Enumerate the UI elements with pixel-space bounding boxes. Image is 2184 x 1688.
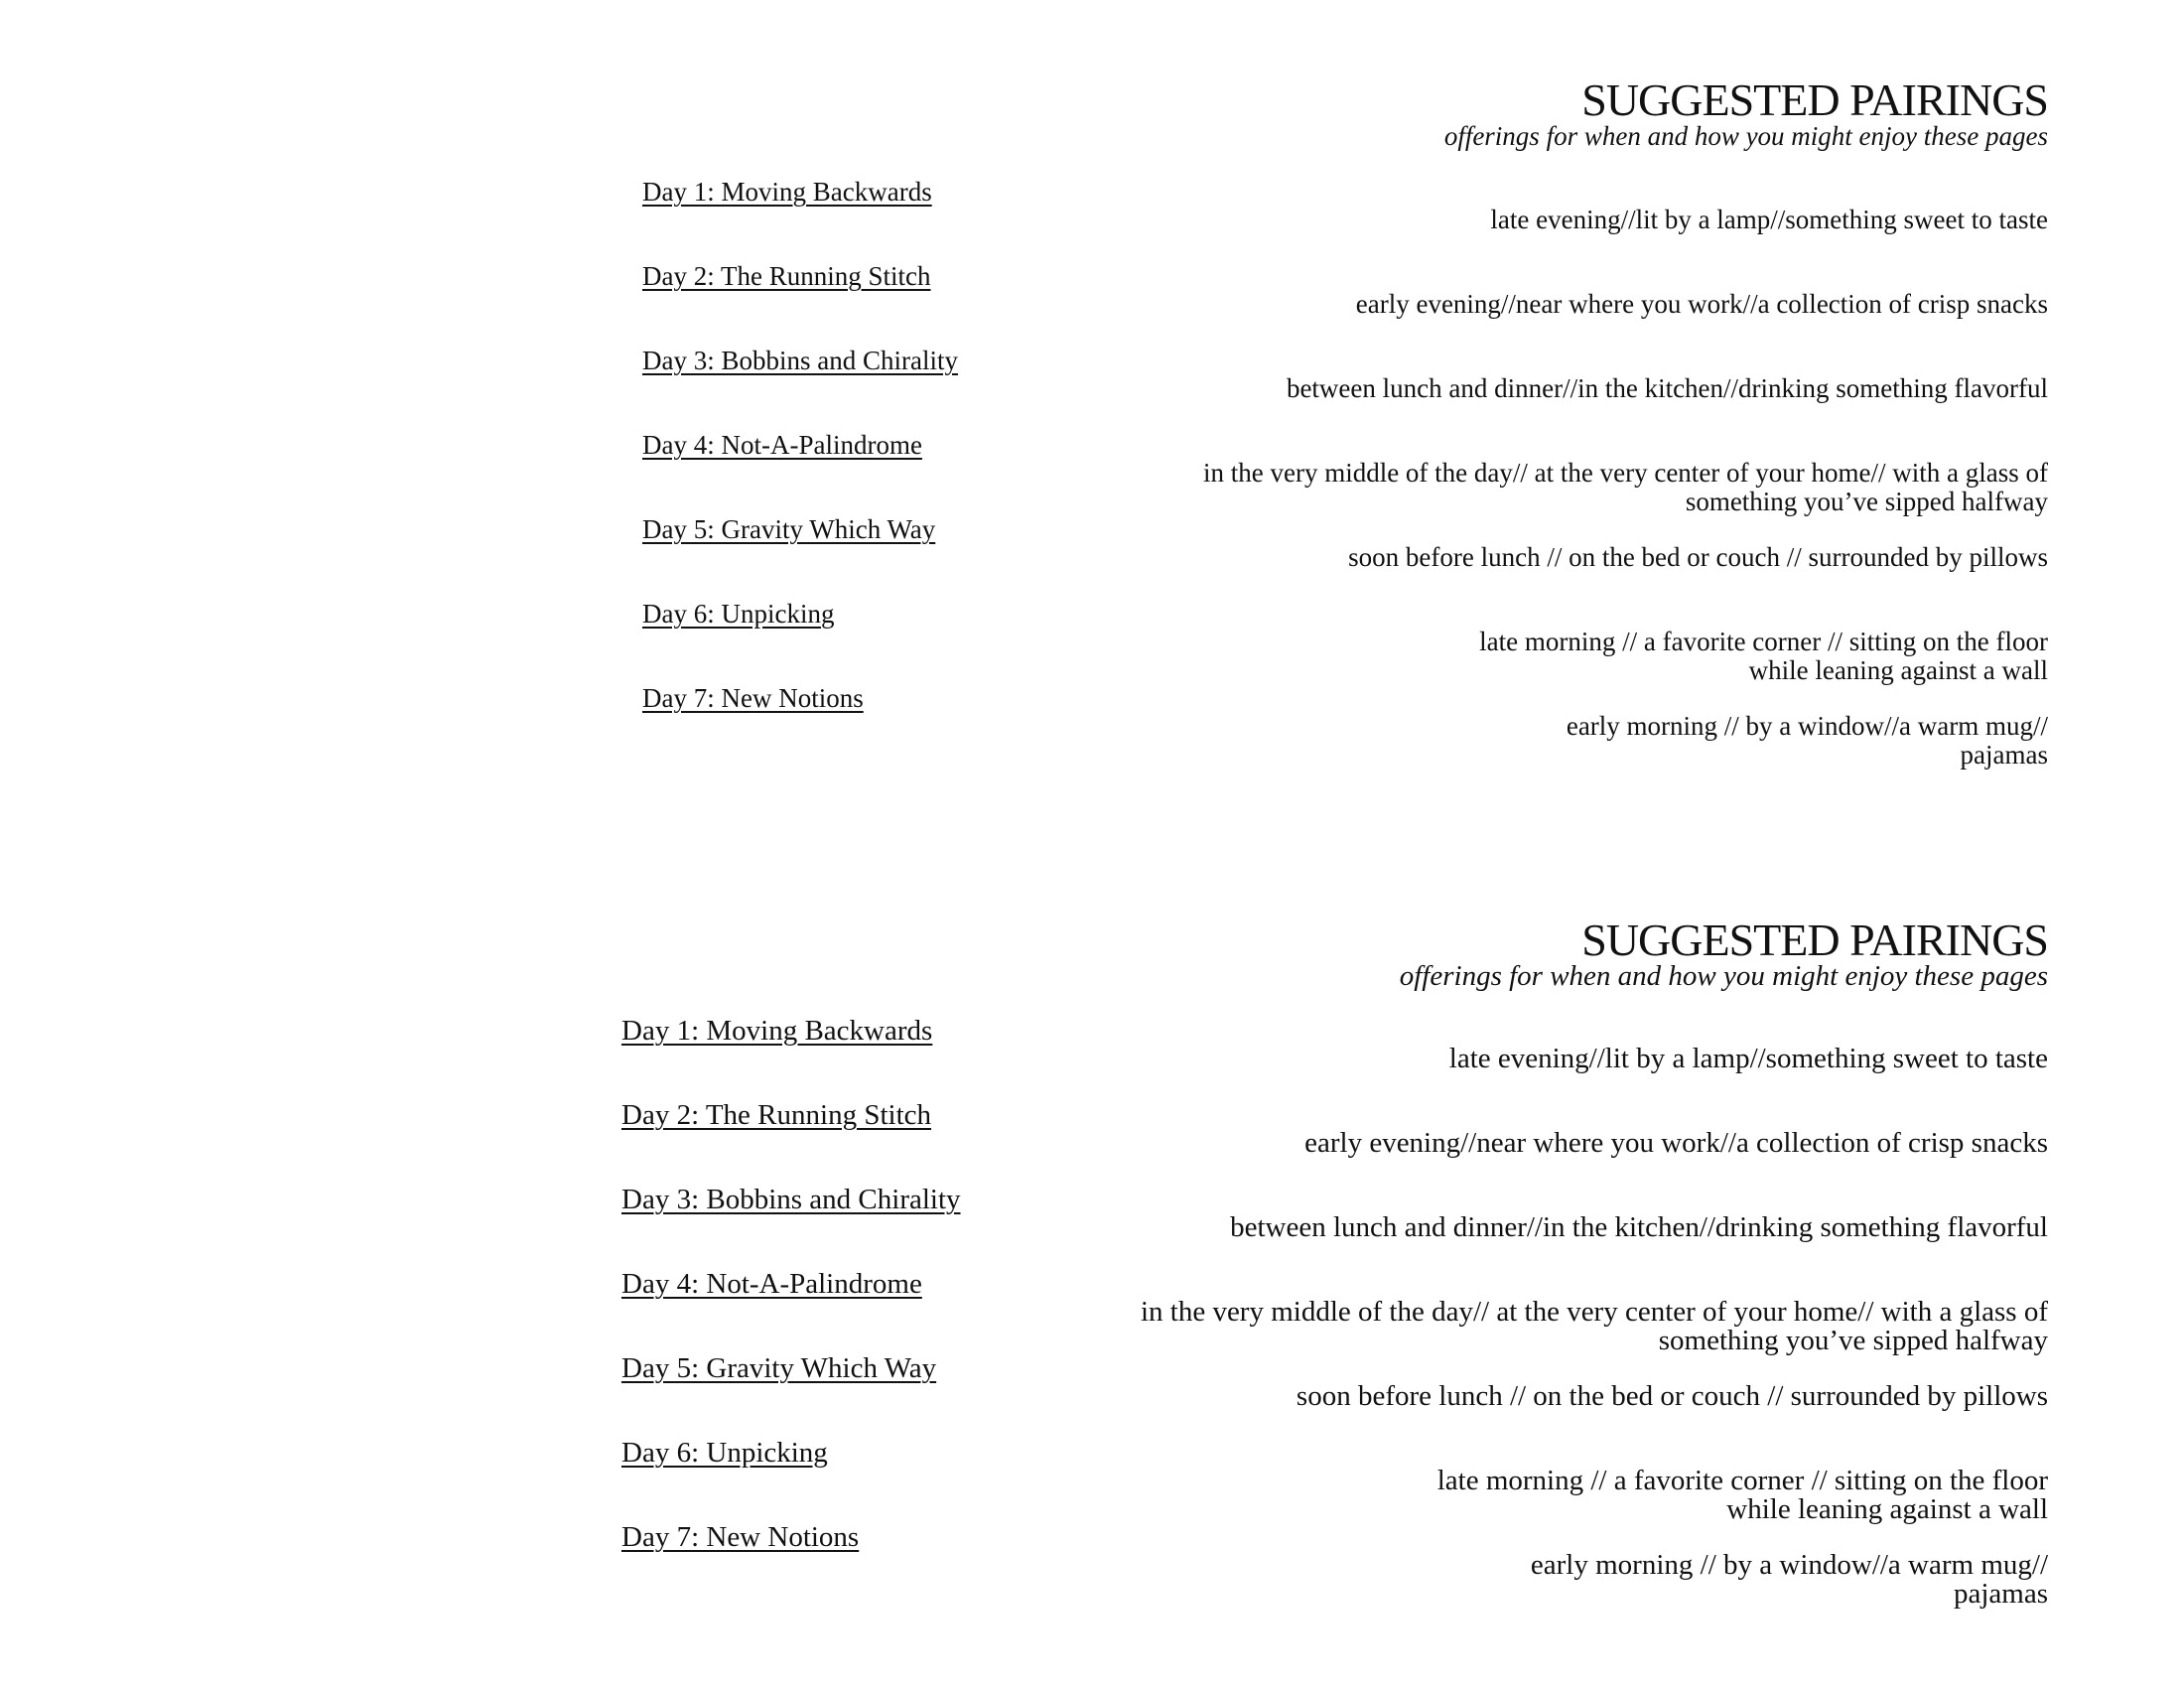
page-subtitle: offerings for when and how you might enjoy these pages bbox=[1443, 121, 2048, 151]
day-link-4[interactable]: Day 4: Not-A-Palindrome bbox=[621, 1268, 922, 1300]
day-link-5[interactable]: Day 5: Gravity Which Way bbox=[642, 514, 936, 544]
pairing-line: in the very middle of the day// at the very center of your home// with a glass of bbox=[1202, 458, 2048, 488]
day-link-7[interactable]: Day 7: New Notions bbox=[621, 1521, 860, 1553]
pairing-day-5 bbox=[1348, 543, 2048, 572]
pairing-line: something you’ve sipped halfway bbox=[1685, 487, 2048, 516]
pairing-line: pajamas bbox=[1960, 740, 2048, 770]
pairing-line: between lunch and dinner//in the kitchen//drinking something flavorful bbox=[1230, 1211, 2048, 1243]
day-link-3[interactable]: Day 3: Bobbins and Chirality bbox=[642, 346, 958, 375]
pairings-page-1 bbox=[0, 0, 2184, 814]
pairing-day-5 bbox=[1297, 1382, 2048, 1411]
day-link-3[interactable]: Day 3: Bobbins and Chirality bbox=[621, 1184, 961, 1215]
pairing-day-2 bbox=[1356, 290, 2048, 319]
pairing-line: late morning // a favorite corner // sitting on the floor bbox=[1479, 627, 2048, 656]
pairings-page-2 bbox=[0, 844, 2184, 1658]
pairing-line: late evening//lit by a lamp//something sweet to taste bbox=[1490, 205, 2048, 234]
day-link-1[interactable]: Day 1: Moving Backwards bbox=[621, 1015, 933, 1047]
pairing-line: between lunch and dinner//in the kitchen//drinking something flavorful bbox=[1286, 373, 2048, 403]
pairing-line: in the very middle of the day// at the very center of your home// with a glass of bbox=[1140, 1296, 2048, 1328]
pairing-line: while leaning against a wall bbox=[1726, 1493, 2048, 1525]
pairing-day-7 bbox=[1531, 1551, 2048, 1609]
pairing-line: while leaning against a wall bbox=[1748, 655, 2048, 685]
pairing-day-7 bbox=[1567, 712, 2048, 770]
pairing-day-1 bbox=[1490, 206, 2048, 234]
pairing-line: early evening//near where you work//a collection of crisp snacks bbox=[1355, 289, 2048, 319]
day-link-6[interactable]: Day 6: Unpicking bbox=[621, 1437, 828, 1469]
pairing-day-6 bbox=[1437, 1467, 2048, 1524]
pairing-line: early morning // by a window//a warm mug// bbox=[1530, 1549, 2048, 1581]
pairing-line: soon before lunch // on the bed or couch // surrounded by pillows bbox=[1348, 542, 2048, 572]
pairing-day-3 bbox=[1230, 1213, 2048, 1242]
pairing-day-4 bbox=[1141, 1298, 2048, 1355]
day-link-4[interactable]: Day 4: Not-A-Palindrome bbox=[642, 430, 922, 460]
pairing-line: pajamas bbox=[1953, 1578, 2048, 1610]
pairing-line: early morning // by a window//a warm mug// bbox=[1566, 711, 2048, 741]
page-title: SUGGESTED PAIRINGS bbox=[1581, 914, 2048, 965]
pairing-day-4 bbox=[1203, 459, 2048, 516]
pairing-line: something you’ve sipped halfway bbox=[1658, 1325, 2048, 1356]
pairing-day-2 bbox=[1304, 1129, 2048, 1158]
pairing-line: late evening//lit by a lamp//something sweet to taste bbox=[1448, 1043, 2048, 1074]
day-link-2[interactable]: Day 2: The Running Stitch bbox=[642, 261, 931, 291]
day-link-1[interactable]: Day 1: Moving Backwards bbox=[642, 177, 932, 207]
pairing-line: early evening//near where you work//a collection of crisp snacks bbox=[1304, 1127, 2048, 1159]
page-subtitle: offerings for when and how you might enjoy these pages bbox=[1399, 960, 2048, 992]
pairing-day-6 bbox=[1479, 628, 2048, 685]
pairing-line: soon before lunch // on the bed or couch // surrounded by pillows bbox=[1296, 1380, 2048, 1412]
pairing-day-3 bbox=[1287, 374, 2048, 403]
pairing-day-1 bbox=[1449, 1045, 2048, 1073]
page-title: SUGGESTED PAIRINGS bbox=[1581, 74, 2048, 125]
day-link-7[interactable]: Day 7: New Notions bbox=[642, 683, 864, 713]
day-link-2[interactable]: Day 2: The Running Stitch bbox=[621, 1099, 932, 1131]
day-link-6[interactable]: Day 6: Unpicking bbox=[642, 599, 835, 629]
day-link-5[interactable]: Day 5: Gravity Which Way bbox=[621, 1352, 937, 1384]
pairing-line: late morning // a favorite corner // sitting on the floor bbox=[1436, 1465, 2048, 1496]
